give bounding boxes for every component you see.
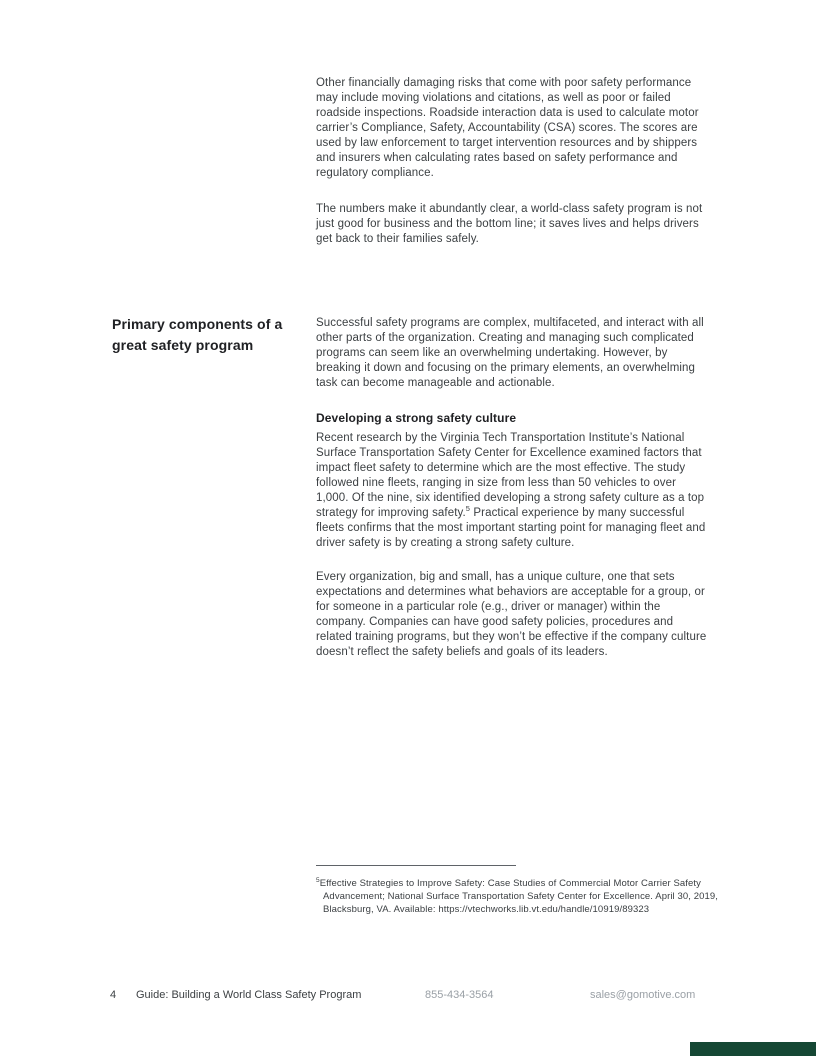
paragraph-numbers-clear: The numbers make it abundantly clear, a world-class safety program is not just good for business and the bottom line; it saves lives and helps drivers get back to their families safely. [316,203,703,245]
body-column [316,76,709,660]
paragraph-financial-risks: Other financially damaging risks that come with poor safety performance may include moving violations and citations, as well as poor or failed roadside inspections. Roadside interaction data is used to calculate motor carrier’s Compliance, Safety, Accountability (CSA) scores. The scores are used by law enforcement to target intervention resources and by shippers and insurers when calculating rates based on safety performance and regulatory compliance. [316,77,699,179]
paragraph-organization-culture: Every organization, big and small, has a unique culture, one that sets expectations and determines what behaviors are acceptable for a group, or for someone in a particular role (e.g., driver or manager) within the company. Companies can have good safety policies, procedures and related training programs, but they won’t be effective if the company culture doesn’t reflect the safety beliefs and goals of its leaders. [316,571,707,658]
paragraph-research [316,431,709,551]
paragraph-research-text-cont: Practical experience by many successful fleets confirms that the most important starting point for managing fleet and driver safety is by creating a strong safety culture. [316,507,706,549]
brand-accent-bar [690,1042,816,1056]
section-heading: Primary components of a great safety program [112,316,283,353]
paragraph-research-text: Recent research by the Virginia Tech Transportation Institute’s National Surface Transportation Safety Center for Excellence examined factors that impact fleet safety to determine which are the most effective. The study followed nine fleets, ranging in size from less than 50 vehicles to over 1,000. Of the nine, six identified developing a strong safety culture as a top strategy for improving safety. [316,432,705,519]
footnote [316,877,719,916]
footnote-reference-5: 5 [465,504,471,514]
paragraph-section-lead: Successful safety programs are complex, multifaceted, and interact with all other parts of the organization. Creating and managing such complicated programs can seem like an overwhelming undertaking. However, by breaking it down and focusing on the primary elements, an overwhelming task can become manageable and actionable. [316,317,704,389]
footnote-divider [316,865,516,866]
document-title: Guide: Building a World Class Safety Program [136,989,362,1001]
subheading-safety-culture: Developing a strong safety culture [316,411,517,425]
contact-email: sales@gomotive.com [590,989,696,1001]
footnote-number: 5 [316,876,320,884]
contact-phone: 855-434-3564 [425,989,494,1001]
page-number: 4 [110,989,117,1001]
footnote-text: Effective Strategies to Improve Safety: Case Studies of Commercial Motor Carrier Safety Advancement; National Surface Transportation Safety Center for Excellence. April 30, 2019, Blacksburg, VA. Available: https://vtechworks.lib.vt.edu/handle/10919/89323 [319,878,719,915]
page-footer [0,988,816,1004]
